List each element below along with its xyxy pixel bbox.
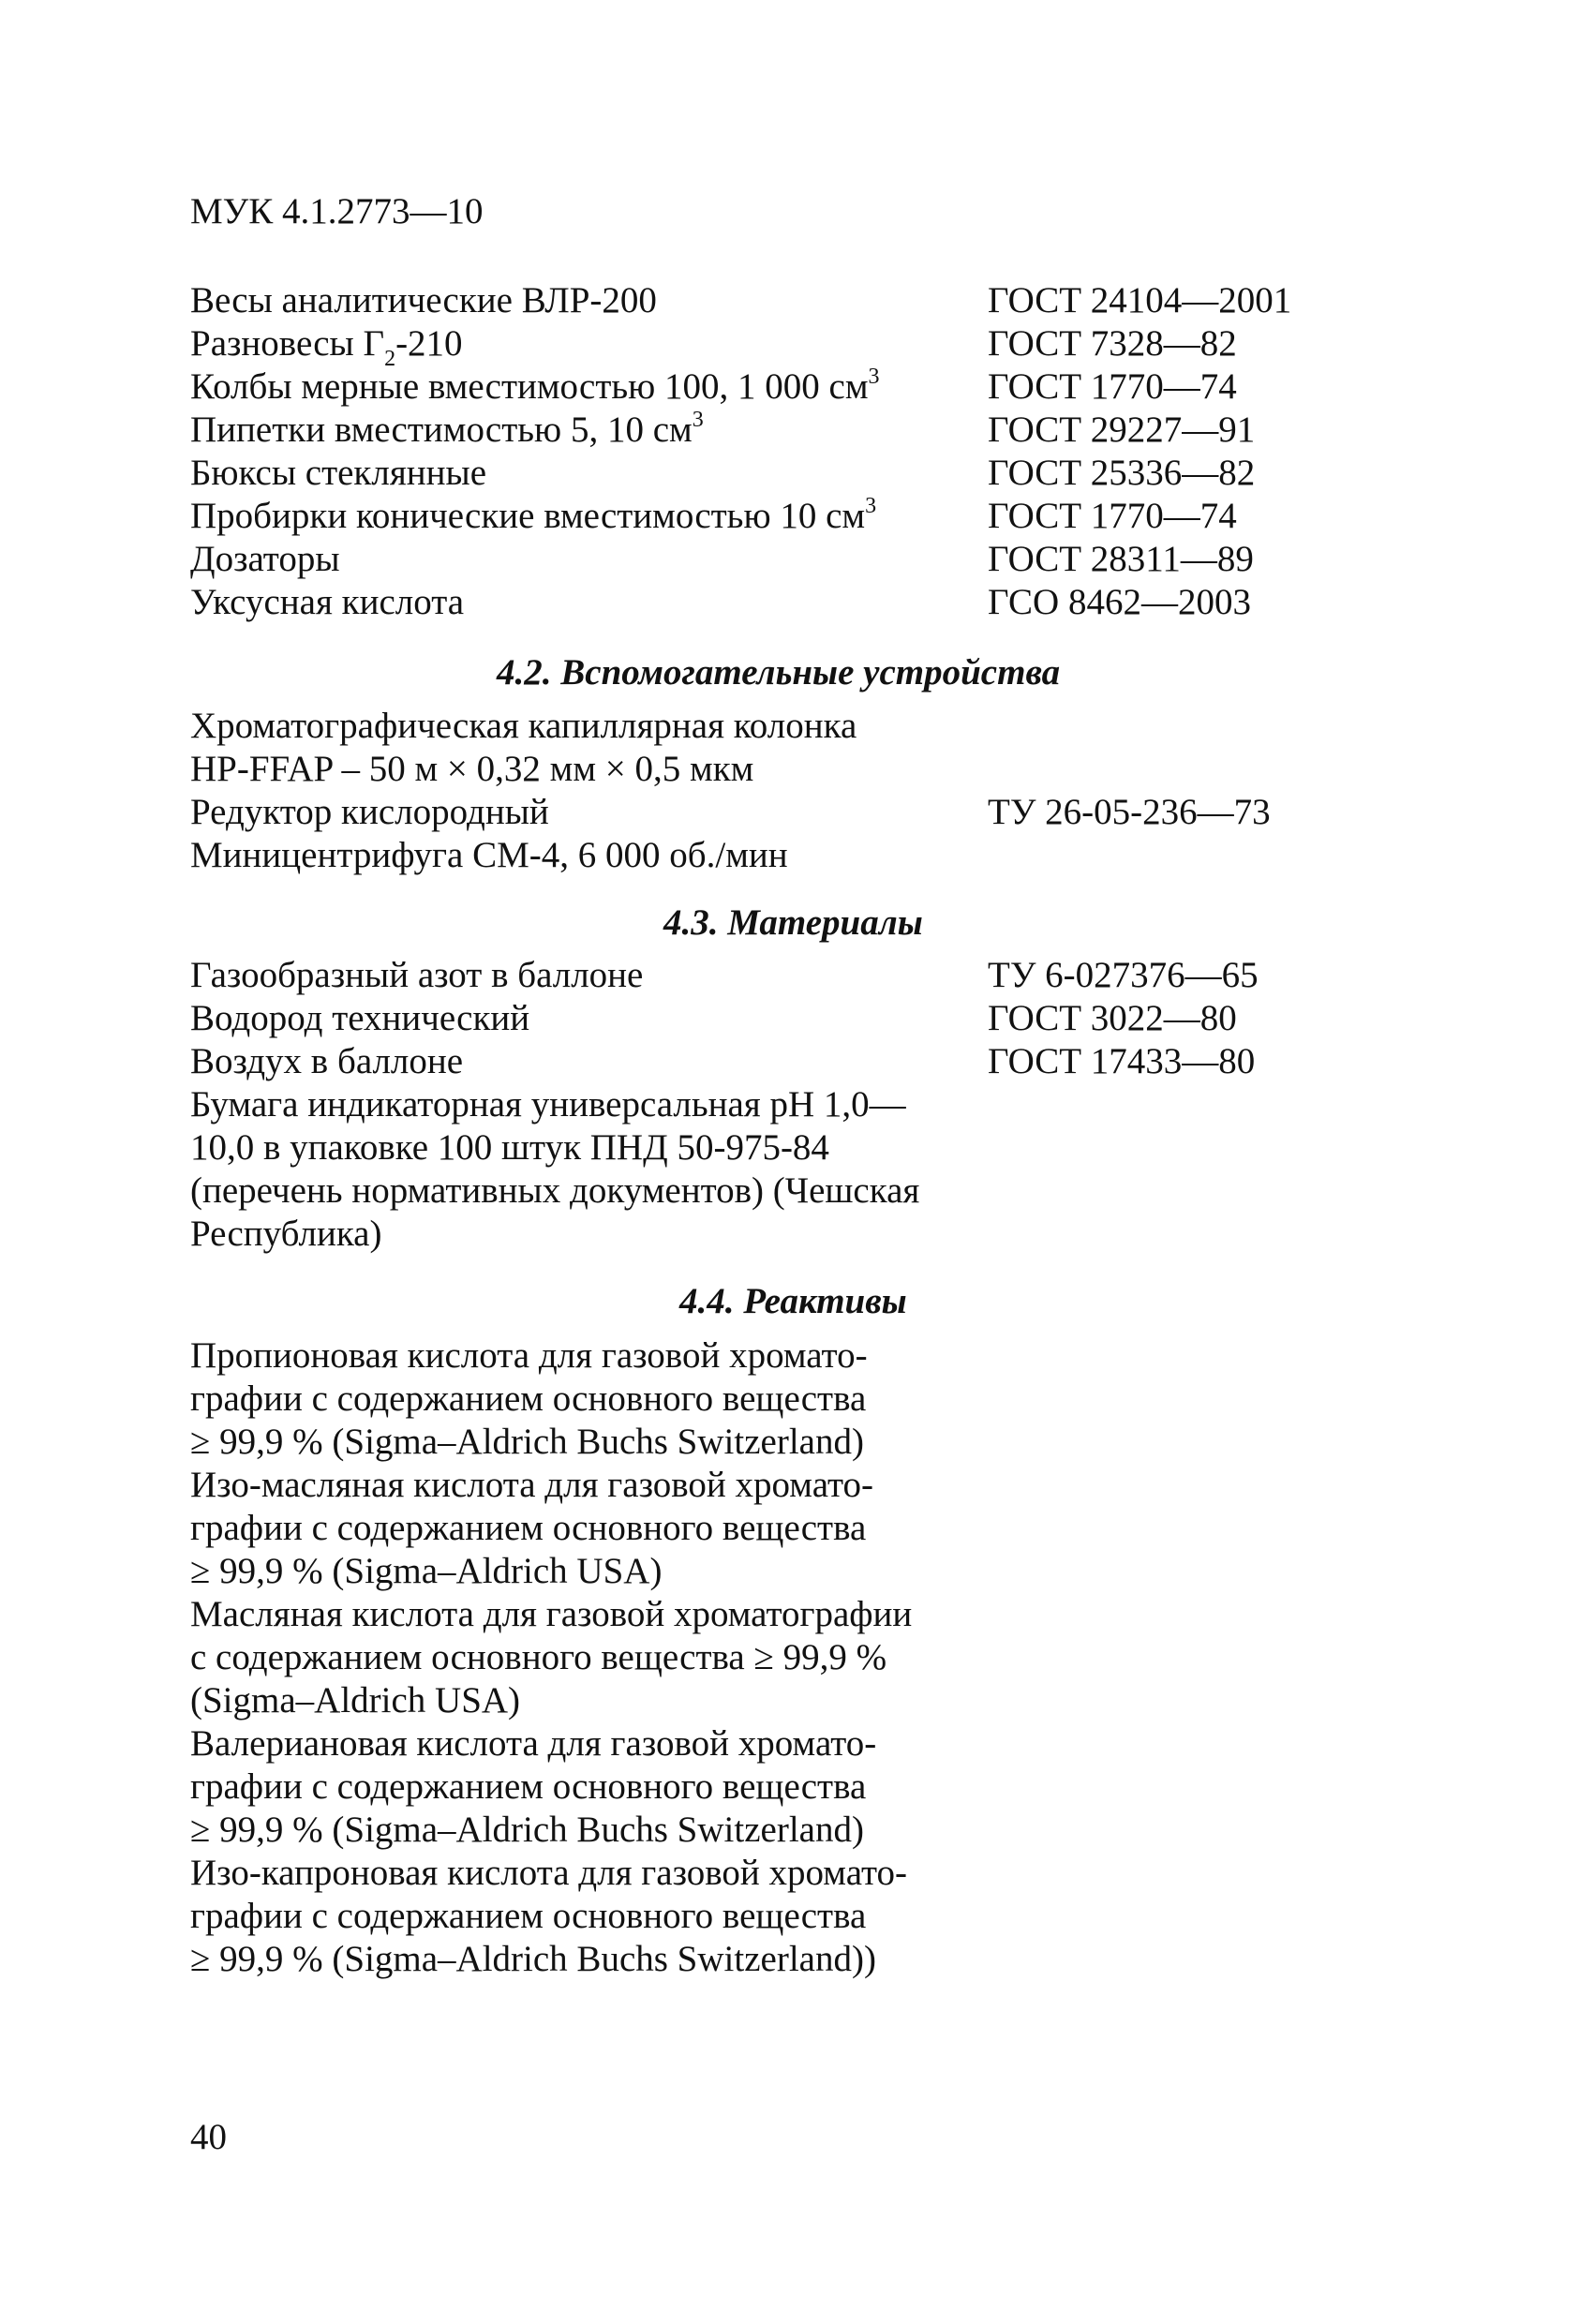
material-item: Воздух в баллоне — [190, 1041, 464, 1081]
equipment-item: Колбы мерные вместимостью 100, 1 000 $см^3$ — [190, 365, 880, 407]
material-paper-line: Бумага индикаторная универсальная рН 1,0— — [190, 1084, 906, 1125]
reagent-line: Изо-масляная кислота для газовой хромато- — [190, 1465, 874, 1505]
equipment-standard: ГОСТ 7328—82 — [988, 323, 1237, 364]
reagent-line: ≥ 99,9 % (Sigma–Aldrich Buchs Switzerland)) — [190, 1939, 876, 1979]
aux-device-item: HP-FFAP – 50 м × 0,32 мм × 0,5 мкм — [190, 749, 754, 789]
equipment-item: Уксусная кислота — [190, 582, 465, 622]
equipment-standard: ГОСТ 24104—2001 — [988, 280, 1292, 320]
material-paper-line: (перечень нормативных документов) (Чешская — [190, 1170, 920, 1211]
material-item: Водород технический — [190, 998, 530, 1038]
equipment-item: Весы аналитические ВЛР-200 — [190, 280, 657, 320]
equipment-item: Разновесы $Г_2-210$ — [190, 323, 463, 371]
equipment-item: Пипетки вместимостью 5, 10 $см^3$ — [190, 408, 704, 450]
material-standard: ТУ 6-027376—65 — [988, 955, 1259, 995]
section-heading-4-2: 4.2. Вспомогательные устройства — [497, 652, 1061, 693]
document-code: МУК 4.1.2773—10 — [190, 191, 484, 231]
reagent-line: ≥ 99,9 % (Sigma–Aldrich Buchs Switzerland) — [190, 1810, 864, 1850]
equipment-standard: ГОСТ 1770—74 — [988, 496, 1237, 536]
reagent-line: (Sigma–Aldrich USA) — [190, 1680, 521, 1721]
material-paper-line: Республика) — [190, 1214, 382, 1254]
reagent-line: Валериановая кислота для газовой хромато- — [190, 1723, 877, 1764]
material-item: Газообразный азот в баллоне — [190, 955, 644, 995]
equipment-item: Дозаторы — [190, 539, 340, 579]
equipment-item: Пробирки конические вместимостью 10 $см^3$ — [190, 494, 877, 536]
material-standard: ГОСТ 3022—80 — [988, 998, 1237, 1038]
aux-device-item: Хроматографическая капиллярная колонка — [190, 706, 857, 746]
reagent-line: графии с содержанием основного вещества — [190, 1508, 867, 1548]
page-number: 40 — [190, 2117, 227, 2157]
equipment-standard: ГОСТ 25336—82 — [988, 453, 1256, 493]
material-paper-line: 10,0 в упаковке 100 штук ПНД 50-975-84 — [190, 1127, 829, 1168]
equipment-standard: ГОСТ 28311—89 — [988, 539, 1254, 579]
reagent-line: Изо-капроновая кислота для газовой хромато- — [190, 1853, 908, 1893]
material-standard: ГОСТ 17433—80 — [988, 1041, 1256, 1081]
aux-device-standard: ТУ 26-05-236—73 — [988, 792, 1271, 832]
section-heading-4-4: 4.4. Реактивы — [679, 1281, 907, 1321]
reagent-line: графии с содержанием основного вещества — [190, 1378, 867, 1419]
aux-device-item: Миницентрифуга СМ-4, 6 000 об./мин — [190, 835, 788, 875]
equipment-standard: ГОСТ 1770—74 — [988, 366, 1237, 407]
reagent-line: графии с содержанием основного вещества — [190, 1766, 867, 1807]
reagent-line: Пропионовая кислота для газовой хромато- — [190, 1335, 868, 1376]
reagent-line: с содержанием основного вещества ≥ 99,9 % — [190, 1637, 887, 1677]
equipment-standard: ГСО 8462—2003 — [988, 582, 1251, 622]
reagent-line: ≥ 99,9 % (Sigma–Aldrich Buchs Switzerland) — [190, 1422, 864, 1462]
reagent-line: графии с содержанием основного вещества — [190, 1896, 867, 1936]
equipment-item: Бюксы стеклянные — [190, 453, 487, 493]
equipment-standard: ГОСТ 29227—91 — [988, 410, 1256, 450]
reagent-line: Масляная кислота для газовой хроматографии — [190, 1594, 913, 1634]
section-heading-4-3: 4.3. Материалы — [663, 902, 923, 943]
reagent-line: ≥ 99,9 % (Sigma–Aldrich USA) — [190, 1551, 663, 1591]
aux-device-item: Редуктор кислородный — [190, 792, 549, 832]
